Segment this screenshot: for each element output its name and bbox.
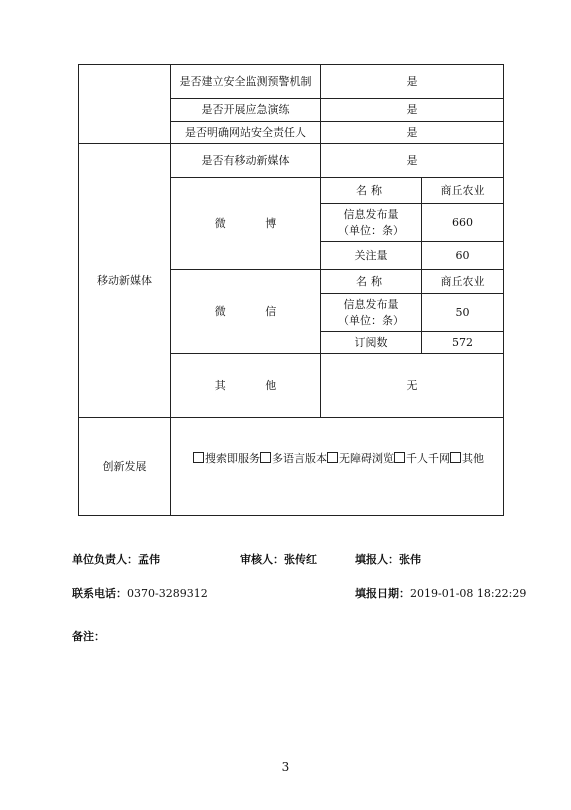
unit-head: 单位负责人：孟伟 xyxy=(72,553,160,566)
other-label: 其 他 xyxy=(171,354,321,418)
innovation-options xyxy=(171,418,504,516)
wechat-posts-label: 信息发布量（单位：条） xyxy=(321,294,422,332)
reviewer: 审核人：张传红 xyxy=(240,553,317,566)
innovation-option: 其他 xyxy=(450,451,484,467)
security-answer: 是 xyxy=(321,122,504,144)
wechat-name-value: 商丘农业 xyxy=(422,270,504,294)
security-answer: 是 xyxy=(321,99,504,122)
wechat-posts-value: 50 xyxy=(422,294,504,332)
weibo-followers-value: 60 xyxy=(422,242,504,270)
has-mobile-question: 是否有移动新媒体 xyxy=(171,144,321,178)
security-question: 是否建立安全监测预警机制 xyxy=(171,65,321,99)
wechat-subs-value: 572 xyxy=(422,332,504,354)
contact-phone: 联系电话：0370-3289312 xyxy=(72,587,208,600)
weibo-name-label: 名称 xyxy=(321,178,422,204)
wechat-name-label: 名称 xyxy=(321,270,422,294)
checkbox-icon[interactable] xyxy=(193,452,204,463)
innovation-option: 无障碍浏览 xyxy=(327,451,394,467)
remark-label: 备注： xyxy=(72,630,105,643)
weibo-name-value: 商丘农业 xyxy=(422,178,504,204)
new-media-label: 移动新媒体 xyxy=(79,144,171,418)
checkbox-icon[interactable] xyxy=(260,452,271,463)
weibo-posts-label: 信息发布量（单位：条） xyxy=(321,204,422,242)
weibo-posts-value: 660 xyxy=(422,204,504,242)
has-mobile-answer: 是 xyxy=(321,144,504,178)
checkbox-icon[interactable] xyxy=(450,452,461,463)
checkbox-icon[interactable] xyxy=(327,452,338,463)
security-answer: 是 xyxy=(321,65,504,99)
wechat-label: 微 信 xyxy=(171,270,321,354)
wechat-subs-label: 订阅数 xyxy=(321,332,422,354)
fill-date: 填报日期：2019-01-08 18:22:29 xyxy=(355,587,527,600)
weibo-label: 微 博 xyxy=(171,178,321,270)
page-number: 3 xyxy=(281,760,290,774)
filler: 填报人：张伟 xyxy=(355,553,421,566)
security-question: 是否开展应急演练 xyxy=(171,99,321,122)
innovation-option: 千人千网 xyxy=(394,451,450,467)
other-value: 无 xyxy=(321,354,504,418)
innovation-label: 创新发展 xyxy=(79,418,171,516)
innovation-option: 多语言版本 xyxy=(260,451,327,467)
report-table xyxy=(78,64,504,516)
security-section-label xyxy=(79,65,171,144)
innovation-option: 搜索即服务 xyxy=(193,451,260,467)
weibo-followers-label: 关注量 xyxy=(321,242,422,270)
checkbox-icon[interactable] xyxy=(394,452,405,463)
security-question: 是否明确网站安全责任人 xyxy=(171,122,321,144)
